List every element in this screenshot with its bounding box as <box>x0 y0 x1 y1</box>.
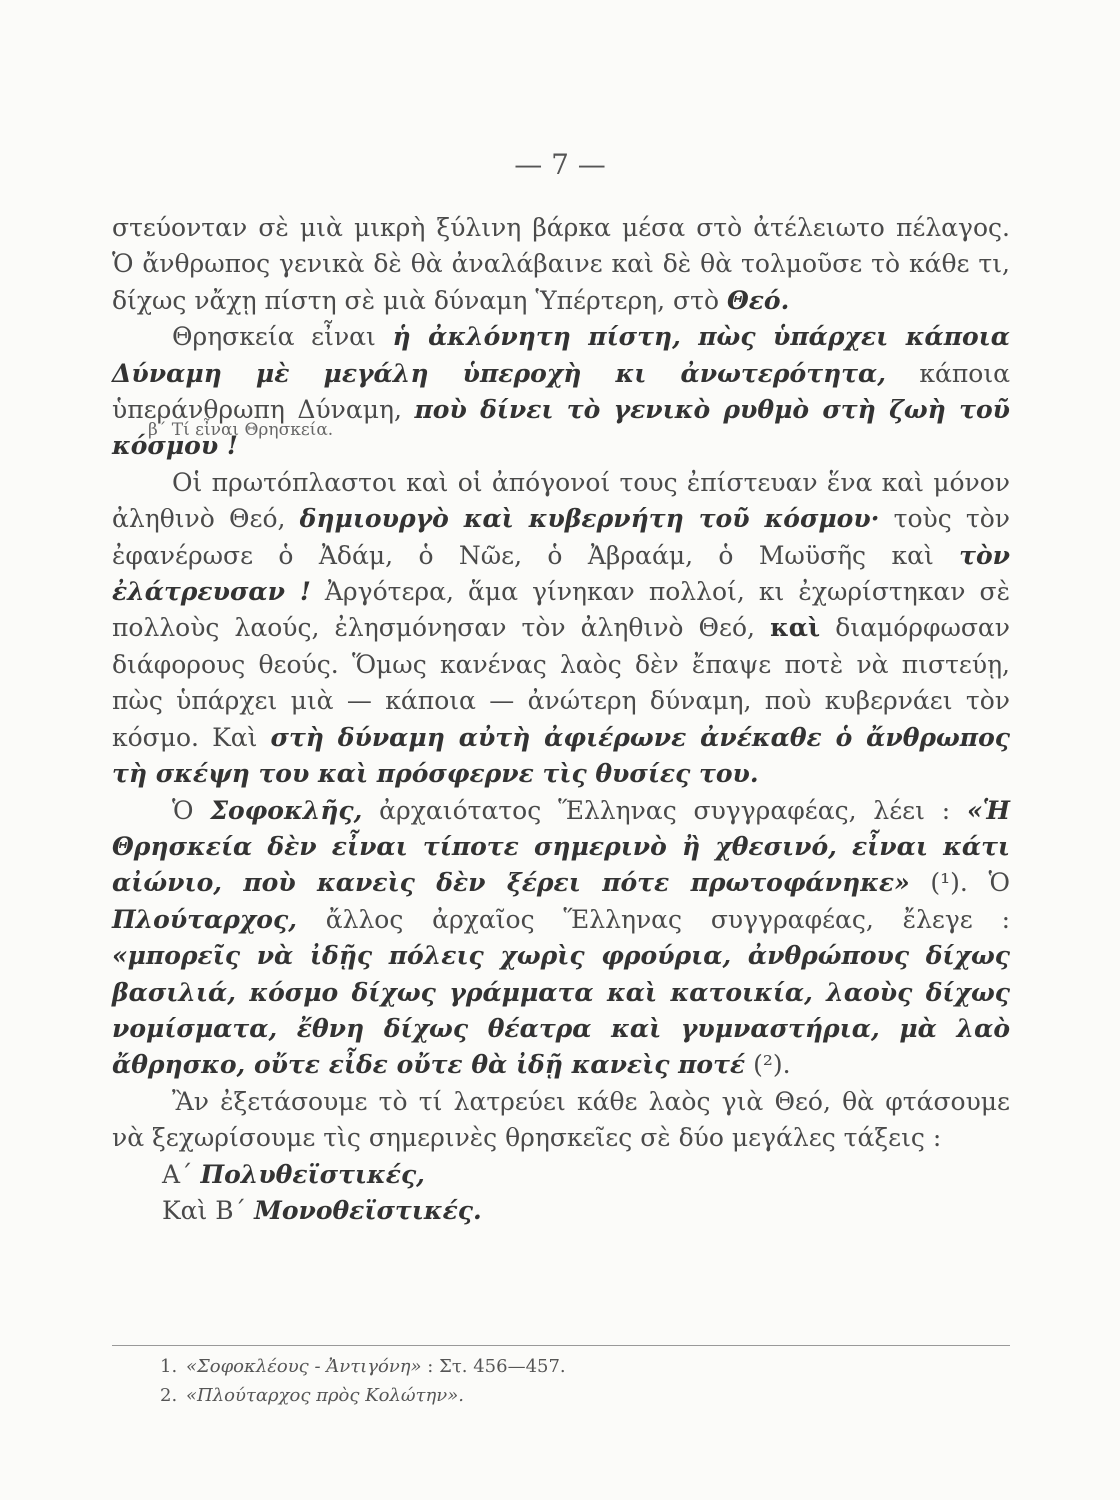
p3-b: δημιουργὸ καὶ κυβερνήτη τοῦ κόσμου· <box>299 504 880 534</box>
p4-a: Ὁ <box>172 795 211 825</box>
body-text <box>112 210 1010 1229</box>
footnote-2-number: 2. <box>160 1385 178 1406</box>
p4-b: Σοφοκλῆς, <box>210 795 363 825</box>
footnote-2-source: «Πλούταρχος πρὸς Κολώτην». <box>186 1385 464 1406</box>
list-prefix-1: Α΄ <box>162 1159 201 1189</box>
list-item-monotheistic <box>112 1193 1010 1229</box>
p4-c: ἀρχαιότατος Ἕλληνας συγγραφέας, λέει : <box>362 795 968 825</box>
page-number: — 7 — <box>514 148 606 181</box>
margin-note-visible: β΄ Τί εἶναι Θρησκεία. <box>148 420 334 440</box>
list-label-1: Πολυθεϊστικές, <box>200 1159 425 1189</box>
list-prefix-2: Καὶ Β΄ <box>162 1195 255 1225</box>
paragraph-4 <box>112 793 1010 1084</box>
p4-f: Πλούταρχος, <box>112 904 297 934</box>
p3-g: διαμόρφωσαν διάφορους θεούς. Ὅμως κανένας λαὸς δὲν ἔπαψε ποτὲ νὰ πιστεύῃ, πὼς ὑπάρχει μιὰ — κάποια — ἀνώτερη δύναμη, ποὺ κυβερνάει τὸν κόσμο. Καὶ <box>112 613 1010 752</box>
p2-c: κάποια ὑπεράνθρωπη Δύναμη, <box>112 358 1010 425</box>
p3-e: Ἀργότερα, ἅμα γίνηκαν πολλοί, κι ἐχωρίστηκαν σὲ πολλοὺς λαούς, ἐλησμόνησαν τὸν ἀληθινὸ Θεό, <box>112 577 1010 643</box>
list-item-polytheistic <box>112 1157 1010 1193</box>
p4-d: «Ἡ Θρησκεία δὲν εἶναι τίποτε σημερινὸ ἢ χθεσινό, εἶναι κάτι αἰώνιο, ποὺ κανεὶς δὲν ξέρει πότε πρωτοφάνηκε» <box>112 795 1011 898</box>
p1-text: στεύονταν σὲ μιὰ μικρὴ ξύλινη βάρκα μέσα στὸ ἀτέλειωτο πέλαγος. Ὁ ἄνθρωπος γενικὰ δὲ θὰ ἀναλάβαινε καὶ δὲ θὰ τολμοῦσε τὸ κάθε τι, δίχως νἄχῃ πίστη σὲ μιὰ δύναμη Ὑπέρτερη, στὸ <box>112 213 1010 315</box>
p4-e: (¹). Ὁ <box>909 868 1010 898</box>
paragraph-5: Ἂν ἐξετάσουμε τὸ τί λατρεύει κάθε λαὸς γιὰ Θεό, θὰ φτάσουμε νὰ ξεχωρίσουμε τὶς σημερινὲς θρησκεῖες σὲ δύο μεγάλες τάξεις : <box>112 1086 1010 1153</box>
p2-d: ποὺ δίνει τὸ γενικὸ ρυθμὸ στὴ ζωὴ τοῦ κόσμου ! <box>112 395 1010 461</box>
p4-h: «μπορεῖς νὰ ἰδῇς πόλεις χωρὶς φρούρια, ἀνθρώπους δίχως βασιλιά, κόσμο δίχως γράμματα καὶ κατοικία, λαοὺς δίχως νομίσματα, ἔθνη δίχως θέατρα καὶ γυμναστήρια, μὰ λαὸ ἄθρησκο, οὔτε εἶδε οὔτε θὰ ἰδῇ κανεὶς ποτέ <box>112 941 1010 1080</box>
p4-i: (²). <box>745 1050 791 1080</box>
p3-h: στὴ δύναμη αὐτὴ ἀφιέρωνε ἀνέκαθε ὁ ἄνθρωπος τὴ σκέψη του καὶ πρόσφερνε τὶς θυσίες του. <box>112 722 1010 789</box>
paragraph-1 <box>112 210 1010 319</box>
paragraph-2-wrap <box>112 319 1010 465</box>
p2-b: ἡ ἀκλόνητη πίστη, πὼς ὑπάρχει κάποια Δύναμη μὲ μεγάλη ὑπεροχὴ κι ἀνωτερότητα, <box>112 322 1011 388</box>
p3-a: Οἱ πρωτόπλαστοι καὶ οἱ ἀπόγονοί τους ἐπίστευαν ἕνα καὶ μόνον ἀληθινὸ Θεό, <box>112 467 1010 534</box>
footnote-1 <box>160 1352 1000 1381</box>
p3-c: τοὺς τὸν ἐφανέρωσε ὁ Ἀδάμ, ὁ Νῶε, ὁ Ἀβραάμ, ὁ Μωϋσῆς καὶ <box>112 504 1010 570</box>
paragraph-3 <box>112 465 1010 793</box>
p3-d: τὸν ἐλάτρευσαν ! <box>112 540 1010 607</box>
footnote-1-source: «Σοφοκλέους - Ἀντιγόνη» <box>186 1356 422 1377</box>
footnote-divider <box>112 1345 1010 1346</box>
footnote-1-ref: : Στ. 456—457. <box>421 1356 566 1377</box>
paragraph-2 <box>112 319 1010 465</box>
p1-bold: Θεό. <box>726 285 790 315</box>
footnotes <box>160 1352 1000 1410</box>
p3-f: καὶ <box>770 613 821 643</box>
list-label-2: Μονοθεϊστικές. <box>254 1195 482 1225</box>
footnote-2 <box>160 1381 1000 1410</box>
p2-a: Θρησκεία εἶναι <box>172 322 393 352</box>
footnote-1-number: 1. <box>160 1356 178 1377</box>
p4-g: ἄλλος ἀρχαῖος Ἕλληνας συγγραφέας, ἔλεγε : <box>296 904 1010 934</box>
